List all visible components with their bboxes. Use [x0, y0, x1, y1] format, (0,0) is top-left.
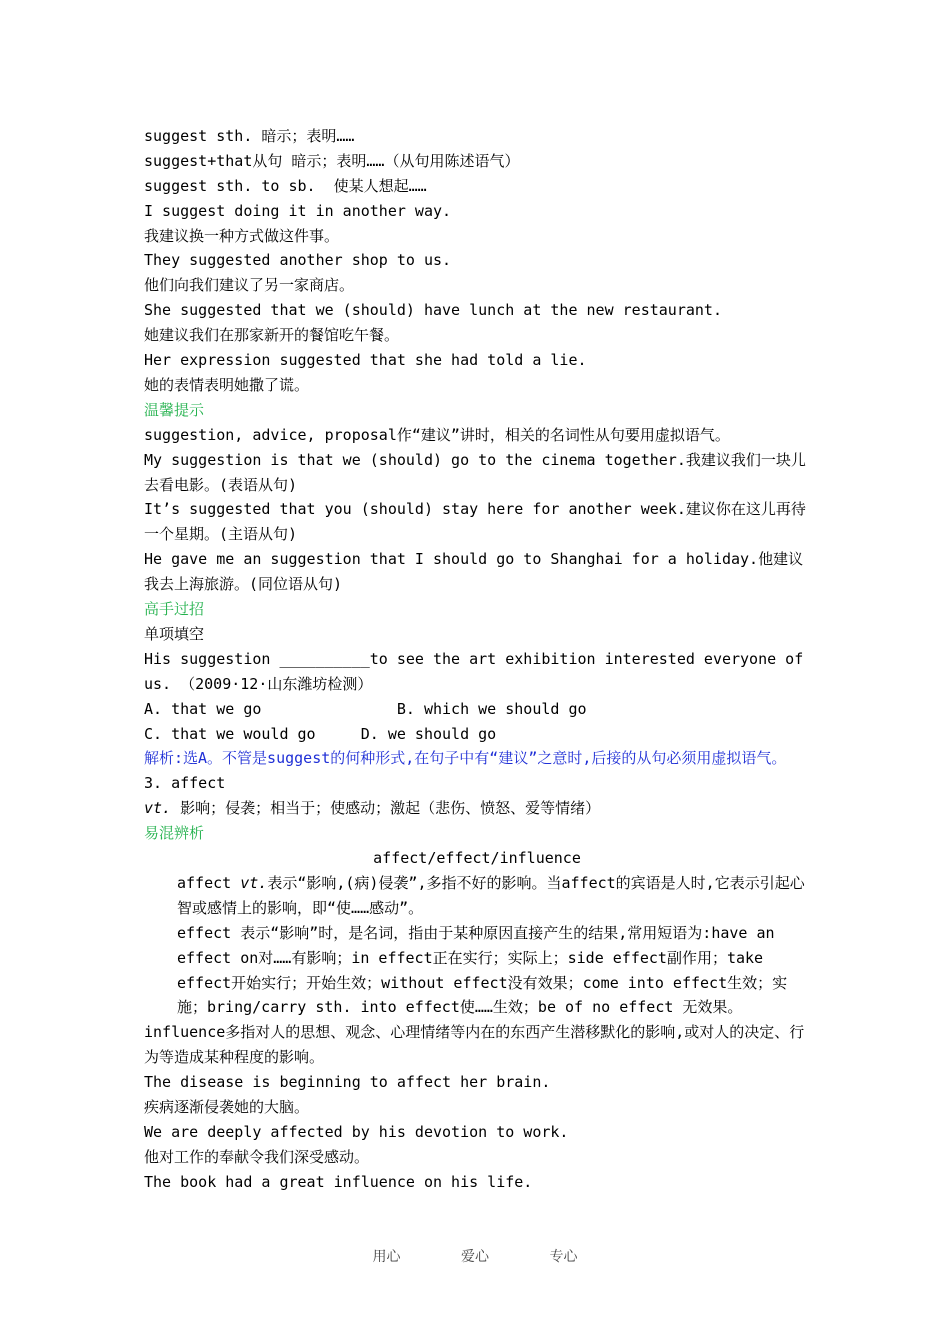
- compare-paragraph: influence多指对人的思想、观念、心理情绪等内在的东西产生潜移默化的影响,或对人的决定、行为等造成某种程度的影响。: [144, 1023, 805, 1067]
- text-line: suggest sth. 暗示；表明……: [144, 127, 355, 145]
- confusion-heading: 易混辨析: [144, 824, 205, 843]
- tip-line: suggestion, advice, proposal作“建议”讲时，相关的名词性从句要用虚拟语气。: [144, 425, 730, 444]
- footer-word: 专心: [549, 1249, 578, 1265]
- term: affect: [177, 873, 241, 892]
- tip-line: He gave me an suggestion that I should go to Shanghai for a holiday.他建议我去上海旅游。(同位语从句): [144, 550, 804, 594]
- text-line: suggest sth. to sb. 使某人想起……: [144, 176, 427, 195]
- example-sentence: She suggested that we (should) have lunch at the new restaurant.: [144, 301, 722, 320]
- part-of-speech: vt.: [240, 873, 268, 892]
- example-sentence: Her expression suggested that she had told a lie.: [144, 351, 587, 370]
- compare-paragraph: effect 表示“影响”时，是名词，指由于某种原因直接产生的结果,常用短语为:have an effect on对……有影响；in effect正在实行；实际上；side effect副作用；take effect开始实行；开始生效；without effect没有效果；come into effect生效；实施；bring/carry sth. into effect使……生效；be of no effect 无效果。: [177, 923, 788, 1017]
- expert-heading: 高手过招: [144, 600, 205, 619]
- example-translation: 她的表情表明她撒了谎。: [144, 375, 310, 394]
- footer-word: 用心: [372, 1249, 401, 1265]
- document-body: [144, 124, 810, 1195]
- example-sentence: The book had a great influence on his life.: [144, 1172, 533, 1191]
- example-sentence: They suggested another shop to us.: [144, 251, 452, 270]
- example-translation: 他对工作的奉献令我们深受感动。: [144, 1147, 370, 1166]
- exercise-type: 单项填空: [144, 624, 205, 643]
- compare-title: affect/effect/influence: [373, 848, 581, 867]
- example-sentence: The disease is beginning to affect her brain.: [144, 1073, 551, 1092]
- text-line: suggest+that从句 暗示；表明……（从句用陈述语气）: [144, 151, 520, 170]
- paragraph-text: 表示“影响,(病)侵袭”,多指不好的影响。当affect的宾语是人时,它表示引起心智或感情上的影响，即“使……感动”。: [177, 873, 805, 917]
- tip-heading: 温馨提示: [144, 400, 205, 419]
- definition-text: 影响；侵袭；相当于；使感动；激起（悲伤、愤怒、爱等情绪）: [171, 799, 601, 818]
- example-translation: 我建议换一种方式做这件事。: [144, 226, 340, 245]
- section-title: 3. affect: [144, 774, 226, 793]
- exercise-options: A. that we go B. which we should go: [144, 699, 587, 718]
- example-translation: 她建议我们在那家新开的餐馆吃午餐。: [144, 326, 400, 345]
- example-sentence: We are deeply affected by his devotion to work.: [144, 1122, 569, 1141]
- page-footer: [0, 1246, 950, 1266]
- example-translation: 他们向我们建议了另一家商店。: [144, 276, 355, 295]
- exercise-options: C. that we would go D. we should go: [144, 724, 497, 743]
- exercise-question: His suggestion __________to see the art exhibition interested everyone of us. （2009·12·山东潍坊检测）: [144, 649, 804, 693]
- tip-line: My suggestion is that we (should) go to the cinema together.我建议我们一块儿去看电影。(表语从句): [144, 450, 806, 494]
- example-sentence: I suggest doing it in another way.: [144, 201, 452, 220]
- tip-line: It’s suggested that you (should) stay here for another week.建议你在这儿再待一个星期。(主语从句): [144, 500, 806, 544]
- compare-paragraph: [144, 871, 810, 921]
- footer-word: 爱心: [461, 1249, 489, 1265]
- example-translation: 疾病逐渐侵袭她的大脑。: [144, 1098, 310, 1117]
- exercise-answer: 解析:选A。不管是suggest的何种形式,在句子中有“建议”之意时,后接的从句必须用虚拟语气。: [144, 749, 787, 768]
- part-of-speech: vt.: [144, 799, 172, 818]
- definition-line: [144, 796, 810, 821]
